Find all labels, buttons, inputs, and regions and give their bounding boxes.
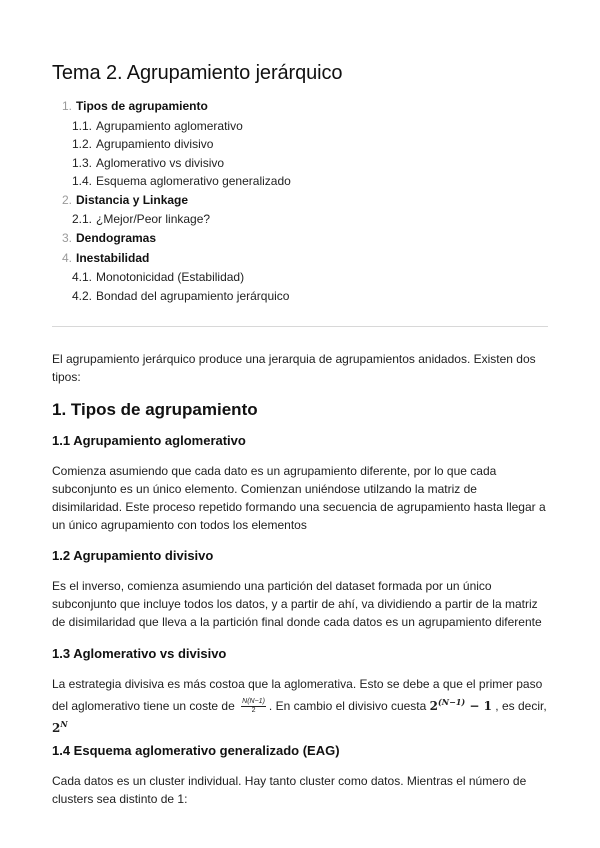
toc-item-label: Inestabilidad — [76, 250, 150, 265]
section-1-1-text: Comienza asumiendo que cada dato es un agrupamiento diferente, por lo que cada subconjunto es un único elemento. Comienzan uniéndose utilzando la matriz de disimilaridad. Este proceso repetido formando una secuencia de agrupamiento hasta llegar a un único agrupamiento con todos los elementos — [52, 464, 546, 532]
toc-subitem-number: 1.2. — [72, 137, 93, 152]
toc-subitem[interactable] — [52, 118, 243, 134]
section-1-heading: 1. Tipos de agrupamiento — [52, 400, 258, 419]
divisive-cost-formula — [430, 699, 492, 713]
toc-subitem[interactable] — [52, 155, 224, 171]
page-title: Tema 2. Agrupamiento jerárquico — [52, 62, 343, 84]
section-1-3-text-b: . En cambio el divisivo cuesta — [268, 699, 427, 713]
toc-item-number: 4. — [61, 250, 72, 265]
toc-item-number: 3. — [61, 231, 72, 245]
toc-item-label: Dendogramas — [76, 231, 157, 245]
toc-subitem-label: ¿Mejor/Peor linkage? — [96, 212, 211, 227]
toc-subitem-number: 4.1. — [72, 270, 93, 284]
fraction-denominator: 2 — [251, 707, 256, 715]
toc-item[interactable] — [52, 250, 149, 266]
toc-subitem-label: Monotonicidad (Estabilidad) — [96, 270, 245, 284]
toc-subitem-number: 1.1. — [72, 118, 93, 133]
toc-item-number: 1. — [61, 99, 72, 113]
toc-item-number: 2. — [61, 192, 72, 207]
intro-paragraph: El agrupamiento jerárquico produce una jerarquia de agrupamientos anidados. Existen dos tipos: — [52, 352, 536, 384]
power-tail: − 1 — [469, 699, 492, 713]
power-exponent: (N−1) — [438, 697, 466, 707]
section-1-4-heading: 1.4 Esquema aglomerativo generalizado (EAG) — [52, 743, 340, 758]
section-1-2-heading: 1.2 Agrupamiento divisivo — [52, 548, 214, 563]
toc-subitem-label: Aglomerativo vs divisivo — [96, 155, 225, 170]
section-1-2-text: Es el inverso, comienza asumiendo una partición del dataset formada por un único subconjunto que incluye todos los datos, y a partir de ahí, va dividiendo a partir de la matriz de disimilaridad que lleva a la partición final donde cada datos es un agrupamiento diferente — [52, 579, 542, 629]
section-1-3-heading: 1.3 Aglomerativo vs divisivo — [52, 646, 227, 661]
toc-subitem-number: 4.2. — [72, 288, 93, 303]
section-1-4-text: Cada datos es un cluster individual. Hay tanto cluster como datos. Mientras el número de clusters sea distinto de 1: — [52, 774, 527, 806]
section-1-3-text-c: , es decir, — [495, 699, 547, 713]
section-1-3-text-a: La estrategia divisiva es más costoa que la aglomerativa. Esto se debe a que el primer paso del aglomerativo tiene un coste de — [52, 677, 543, 713]
toc-item[interactable] — [52, 98, 208, 114]
toc-subitem[interactable] — [52, 211, 210, 227]
toc-subitem-label: Agrupamiento aglomerativo — [96, 118, 243, 133]
toc-item-label: Distancia y Linkage — [76, 192, 189, 207]
toc-subitem-label: Bondad del agrupamiento jerárquico — [96, 288, 290, 303]
toc-item[interactable] — [52, 230, 156, 246]
toc-subitem-number: 1.4. — [72, 174, 93, 189]
final-cost-formula — [52, 721, 68, 735]
toc-subitem-label: Esquema aglomerativo generalizado — [96, 174, 291, 189]
power-base: 2 — [429, 699, 439, 713]
toc-subitem[interactable] — [52, 269, 244, 285]
section-1-3-text — [52, 675, 548, 737]
final-base: 2 — [52, 721, 61, 736]
toc-item-label: Tipos de agrupamiento — [76, 99, 208, 113]
toc-subitem[interactable] — [52, 288, 289, 304]
toc-subitem-number: 1.3. — [72, 155, 93, 170]
section-1-1-heading: 1.1 Agrupamiento aglomerativo — [52, 433, 246, 448]
final-exponent: N — [60, 719, 68, 730]
toc-item[interactable] — [52, 192, 188, 208]
fraction-numerator: N(N−1) — [242, 698, 265, 706]
toc-subitem[interactable] — [52, 173, 291, 189]
divider — [52, 326, 548, 327]
cost-fraction — [241, 698, 266, 715]
toc-subitem[interactable] — [52, 136, 213, 152]
toc-subitem-number: 2.1. — [72, 212, 93, 227]
toc-subitem-label: Agrupamiento divisivo — [96, 137, 214, 152]
